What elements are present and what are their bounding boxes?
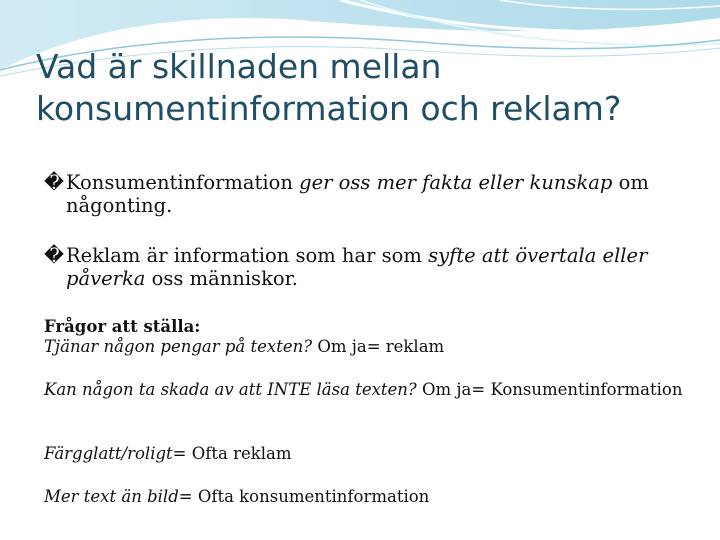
bullet2-text-3: oss människor. <box>145 267 299 290</box>
bullet2-text-italic: syfte att övertala eller påverka <box>66 244 648 290</box>
question-4-answer: Ofta konsumentinformation <box>192 487 430 506</box>
slide-title <box>36 46 706 130</box>
question-4-italic: Mer text än bild= <box>44 487 193 506</box>
question-block-4 <box>44 487 684 507</box>
question-block-2 <box>44 380 684 400</box>
questions-heading: Frågor att ställa: <box>44 317 201 336</box>
title-line-2: konsumentinformation och reklam? <box>36 89 622 128</box>
title-line-1: Vad är skillnaden mellan <box>36 47 442 86</box>
question-block-1 <box>44 317 684 357</box>
question-block-3 <box>44 444 684 464</box>
bullet-glyph-icon: � <box>44 244 64 267</box>
bullet1-text-italic: ger oss mer fakta eller kunskap <box>299 171 613 194</box>
bullet-glyph-icon: � <box>44 171 64 194</box>
bullet-consumer-info <box>44 171 716 217</box>
question-3-italic: Färgglatt/roligt= <box>44 444 187 463</box>
bullet2-text-1: Reklam är information som har som <box>66 244 429 267</box>
bullet-advertising <box>44 244 716 290</box>
question-2-italic: Kan någon ta skada av att INTE läsa texten? <box>44 380 417 399</box>
question-1-italic: Tjänar någon pengar på texten? <box>44 337 313 356</box>
question-2-answer: Om ja= Konsumentinformation <box>416 380 683 399</box>
question-3-answer: Ofta reklam <box>186 444 292 463</box>
bullet1-text-1: Konsumentinformation <box>66 171 300 194</box>
bullet1-text-3: om någonting. <box>66 171 649 217</box>
question-1-answer: Om ja= reklam <box>312 337 445 356</box>
